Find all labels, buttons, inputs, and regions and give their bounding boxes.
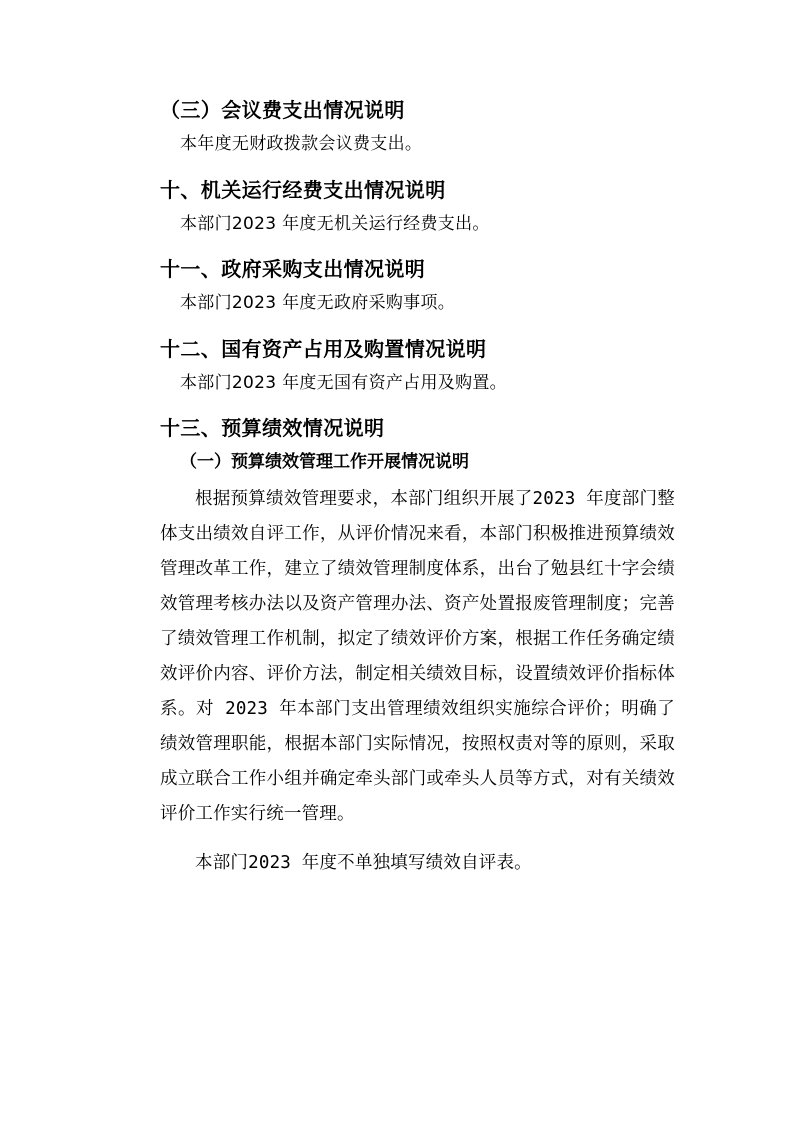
- document-body: [160, 95, 675, 881]
- section-state-assets: [160, 334, 675, 398]
- section-text-operating-expense: 本部门2023 年度无机关运行经费支出。: [180, 213, 490, 234]
- subsection-paragraph-self-evaluation: 本部门2023 年度不单独填写绩效自评表。: [195, 853, 532, 874]
- section-operating-expense: [160, 175, 675, 239]
- section-heading-state-assets: 十二、国有资产占用及购置情况说明: [160, 336, 487, 361]
- section-budget-performance: [160, 413, 675, 881]
- section-text-government-procurement: 本部门2023 年度无政府采购事项。: [180, 293, 456, 314]
- section-text-state-assets: 本部门2023 年度无国有资产占用及购置。: [180, 372, 507, 393]
- section-heading-government-procurement: 十一、政府采购支出情况说明: [160, 257, 426, 282]
- subsection-paragraph-performance-management: 根据预算绩效管理要求，本部门组织开展了2023 年度部门整体支出绩效自评工作，从评价情况来看，本部门积极推进预算绩效管理改革工作，建立了绩效管理制度体系，出台了勉县红十字会绩效管理考核办法以及资产管理办法、资产处置报废管理制度；完善了绩效管理工作机制，拟定了绩效评价方案，根据工作任务确定绩效评价内容、评价方法，制定相关绩效目标，设置绩效评价指标体系。对 2023 年本部门支出管理绩效组织实施综合评价；明确了绩效管理职能，根据本部门实际情况，按照权责对等的原则，采取成立联合工作小组并确定牵头部门或牵头人员等方式，对有关绩效评价工作实行统一管理。: [160, 489, 675, 825]
- section-text-conference-expense: 本年度无财政拨款会议费支出。: [180, 134, 423, 154]
- section-conference-expense: [160, 95, 675, 159]
- section-heading-operating-expense: 十、机关运行经费支出情况说明: [160, 177, 446, 202]
- section-government-procurement: [160, 254, 675, 318]
- subsection-heading-performance-management: （一）预算绩效管理工作开展情况说明: [180, 452, 469, 473]
- section-heading-conference-expense: （三）会议费支出情况说明: [160, 98, 405, 122]
- section-heading-budget-performance: 十三、预算绩效情况说明: [160, 416, 385, 441]
